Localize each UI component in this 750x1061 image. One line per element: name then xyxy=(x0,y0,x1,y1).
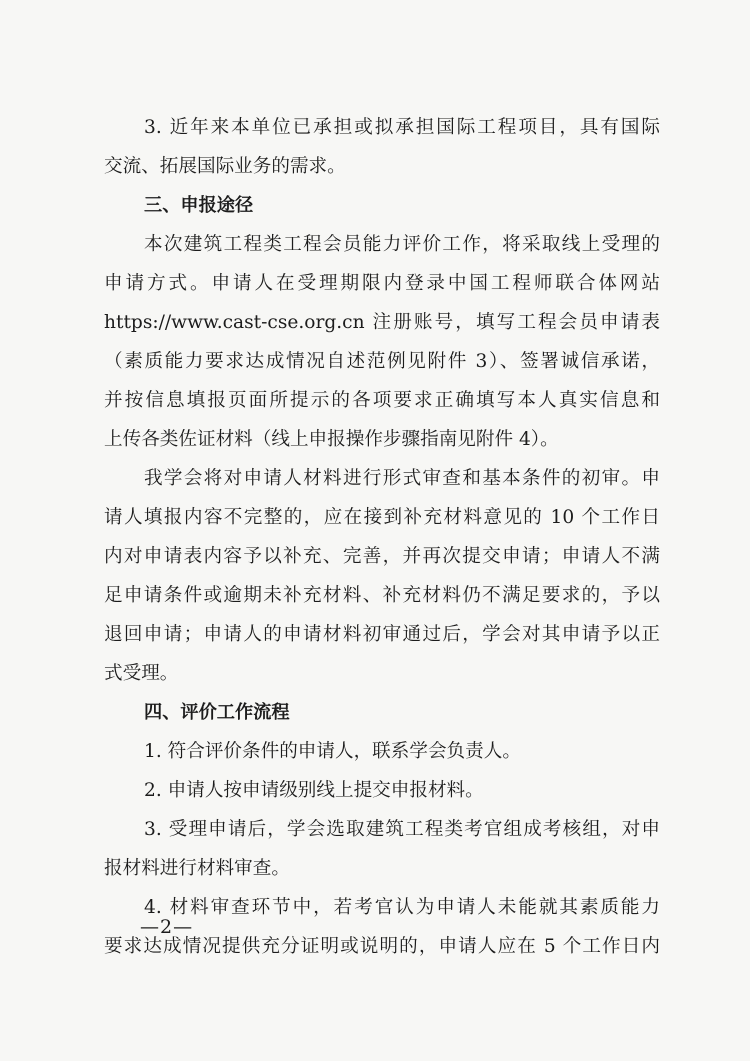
paragraph-line: 请人填报内容不完整的，应在接到补充材料意见的 10 个工作日 xyxy=(104,507,660,528)
paragraph-line: 要求达成情况提供充分证明或说明的，申请人应在 5 个工作日内 xyxy=(104,936,660,957)
page-number: —2— xyxy=(140,916,194,938)
section-heading: 四、评价工作流程 xyxy=(144,702,290,723)
paragraph-line: 并按信息填报页面所提示的各项要求正确填写本人真实信息和 xyxy=(104,390,660,411)
paragraph-line: 3. 受理申请后，学会选取建筑工程类考官组成考核组，对申 xyxy=(144,819,660,840)
paragraph-line: 交流、拓展国际业务的需求。 xyxy=(104,156,346,177)
paragraph-line: https://www.cast-cse.org.cn 注册账号，填写工程会员申请表 xyxy=(104,312,660,333)
paragraph-line: 式受理。 xyxy=(104,663,179,684)
paragraph-line: 1. 符合评价条件的申请人，联系学会负责人。 xyxy=(144,741,521,762)
paragraph-line: 足申请条件或逾期未补充材料、补充材料仍不满足要求的，予以 xyxy=(104,585,660,606)
paragraph-line: 申请方式。申请人在受理期限内登录中国工程师联合体网站 xyxy=(104,273,660,294)
paragraph-line: 3. 近年来本单位已承担或拟承担国际工程项目，具有国际 xyxy=(144,117,660,138)
paragraph-line: 退回申请；申请人的申请材料初审通过后，学会对其申请予以正 xyxy=(104,624,660,645)
paragraph-line: 本次建筑工程类工程会员能力评价工作，将采取线上受理的 xyxy=(144,234,660,255)
paragraph-line: （素质能力要求达成情况自述范例见附件 3）、签署诚信承诺， xyxy=(104,351,660,372)
paragraph-line: 2. 申请人按申请级别线上提交申报材料。 xyxy=(144,780,484,801)
paragraph-line: 内对申请表内容予以补充、完善，并再次提交申请；申请人不满 xyxy=(104,546,660,567)
paragraph-line: 上传各类佐证材料（线上申报操作步骤指南见附件 4）。 xyxy=(104,429,559,450)
paragraph-line: 我学会将对申请人材料进行形式审查和基本条件的初审。申 xyxy=(144,468,660,489)
document-body xyxy=(104,108,660,966)
section-heading: 三、申报途径 xyxy=(144,195,254,216)
paragraph-line: 报材料进行材料审查。 xyxy=(104,858,290,879)
paragraph-line: 4. 材料审查环节中，若考官认为申请人未能就其素质能力 xyxy=(144,897,660,918)
